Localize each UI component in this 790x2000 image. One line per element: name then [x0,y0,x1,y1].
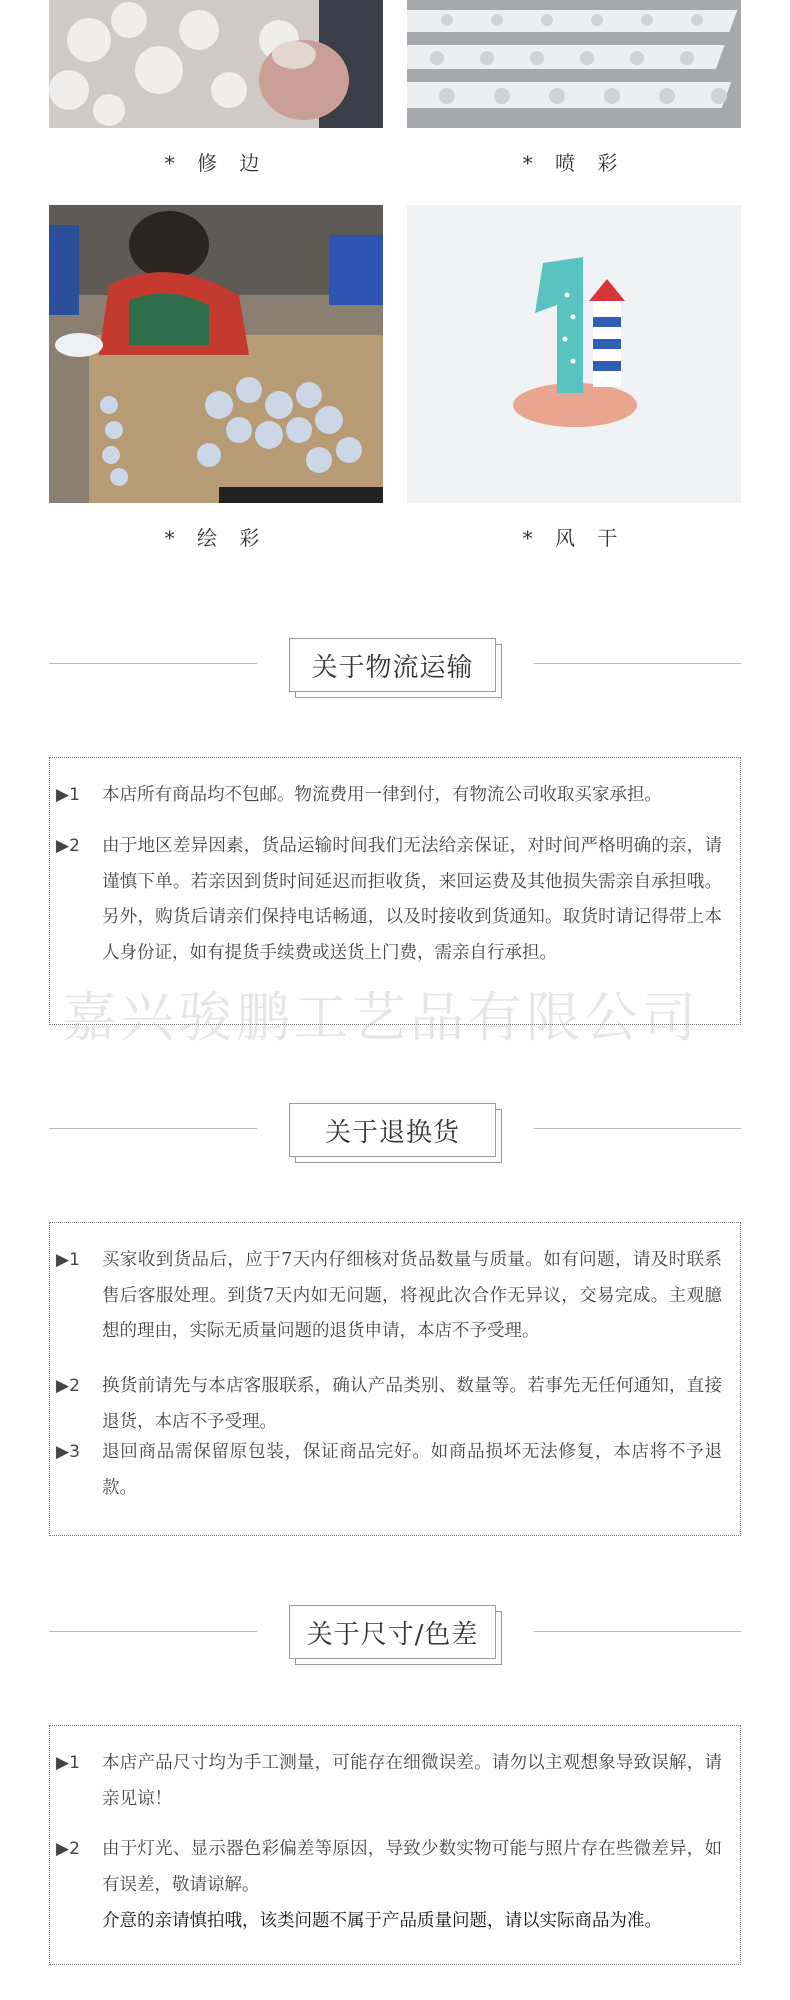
section-divider-right [534,1128,741,1129]
item-text: 退回商品需保留原包装，保证商品完好。如商品损坏无法修复，本店将不予退款。 [102,1442,722,1498]
item-text: 由于灯光、显示器色彩偏差等原因，导致少数实物可能与照片存在些微差异，如有误差，敬请谅解。 [102,1839,722,1895]
item-text: 买家收到货品后，应于7天内仔细核对货品数量与质量。如有问题，请及时联系售后客服处理。到货7天内如无问题，将视此次合作无异议，交易完成。主观臆想的理由，实际无质量问题的退货申请，本店不予受理。 [102,1250,722,1341]
section-divider-right [534,1631,741,1632]
photo-caption: * 风 干 [522,526,626,550]
size-color-info-box [49,1725,741,1965]
returns-info-box [49,1222,741,1536]
company-watermark: 嘉兴骏鹏工艺品有限公司 [62,986,700,1049]
bullet-marker: ▶1 [56,1250,80,1270]
item-text: 本店产品尺寸均为手工测量，可能存在细微误差。请勿以主观想象导致误解，请亲见谅！ [102,1753,722,1809]
item-text: 换货前请先与本店客服联系，确认产品类别、数量等。若事先无任何通知，直接退货，本店不予受理。 [102,1376,722,1432]
section-header-size-color [289,1605,502,1665]
photo-air-drying [407,205,741,503]
disclaimer-text: 介意的亲请慎拍哦，该类问题不属于产品质量问题，请以实际商品为准。 [102,1911,662,1931]
section-title: 关于尺寸/色差 [289,1605,496,1659]
photo-caption: * 喷 彩 [522,151,626,175]
bullet-marker: ▶1 [56,1753,80,1773]
photo-spray-painting [407,0,741,128]
photo-trimming [49,0,383,128]
photo-caption: * 绘 彩 [164,526,268,550]
photo-caption: * 修 边 [164,151,268,175]
bullet-marker: ▶1 [56,785,80,805]
section-title: 关于物流运输 [289,638,496,692]
bullet-marker: ▶2 [56,1376,80,1396]
item-text: 由于地区差异因素，货品运输时间我们无法给亲保证，对时间严格明确的亲，请谨慎下单。若亲因到货时间延迟而拒收货，来回运费及其他损失需亲自承担哦。另外，购货后请亲们保持电话畅通，以及时接收到货通知。取货时请记得带上本人身份证，如有提货手续费或送货上门费，需亲自行承担。 [102,836,722,963]
section-divider-left [49,663,257,664]
section-divider-right [534,663,741,664]
bullet-marker: ▶3 [56,1442,80,1462]
section-header-shipping [289,638,502,698]
bullet-marker: ▶2 [56,836,80,856]
section-header-returns [289,1103,502,1163]
item-text: 本店所有商品均不包邮。物流费用一律到付，有物流公司收取买家承担。 [102,785,662,805]
bullet-marker: ▶2 [56,1839,80,1859]
section-title: 关于退换货 [289,1103,496,1157]
photo-hand-painting [49,205,383,503]
section-divider-left [49,1631,257,1632]
section-divider-left [49,1128,257,1129]
